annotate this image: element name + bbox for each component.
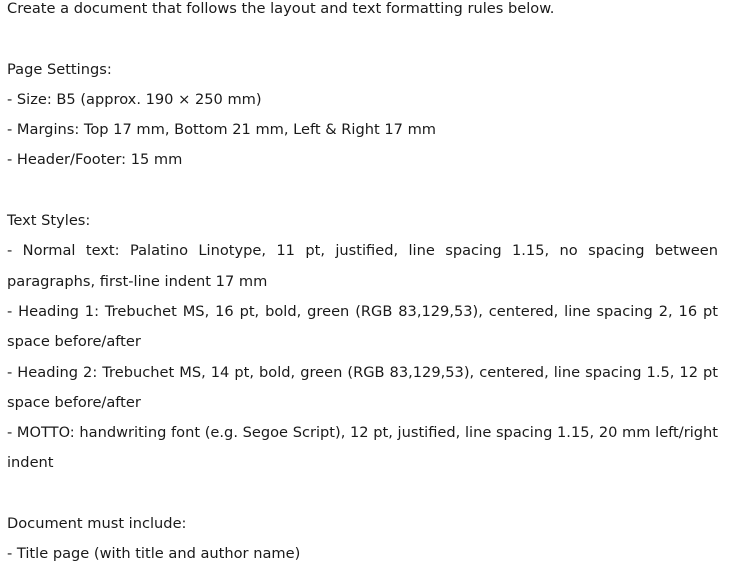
page-settings-heading: Page Settings: — [7, 60, 112, 78]
page-settings-margins: - Margins: Top 17 mm, Bottom 21 mm, Left & Right 17 mm — [7, 121, 437, 139]
page-settings-header-footer: - Header/Footer: 15 mm — [7, 151, 183, 169]
requirement-title-page: - Title page (with title and author name) — [7, 545, 301, 563]
intro-text: Create a document that follows the layout and text formatting rules below. — [7, 0, 555, 17]
blank-line — [7, 479, 718, 509]
document-body — [7, 0, 718, 570]
page-settings-size: - Size: B5 (approx. 190 × 250 mm) — [7, 90, 262, 108]
text-style-heading-1: - Heading 1: Trebuchet MS, 16 pt, bold, green (RGB 83,129,53), centered, line spacing 2, 16 pt space before/after — [7, 302, 718, 351]
text-style-heading-2: - Heading 2: Trebuchet MS, 14 pt, bold, green (RGB 83,129,53), centered, line spacing 1.5, 12 pt space before/after — [7, 363, 718, 411]
text-style-motto: - MOTTO: handwriting font (e.g. Segoe Script), 12 pt, justified, line spacing 1.15, 20 mm left/right indent — [7, 424, 718, 472]
blank-line — [7, 176, 718, 206]
text-styles-heading: Text Styles: — [7, 212, 91, 230]
requirements-heading: Document must include: — [7, 515, 187, 533]
text-style-normal: - Normal text: Palatino Linotype, 11 pt, justified, line spacing 1.15, no spacing between paragraphs, first-line indent 17 mm — [7, 242, 718, 290]
blank-line — [7, 24, 718, 54]
